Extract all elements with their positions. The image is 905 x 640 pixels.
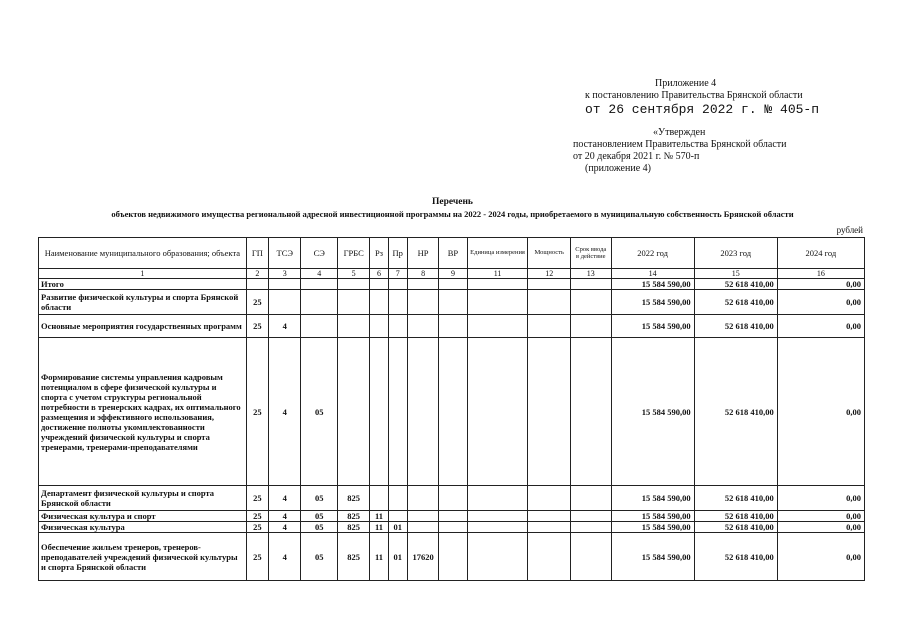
row-se: 05 [301, 511, 337, 522]
row-pr [388, 290, 407, 315]
table-row [39, 290, 865, 315]
header-name: Наименование муниципального образования; объекта [39, 238, 247, 269]
row-unit [467, 486, 528, 511]
row-nr [407, 338, 438, 486]
row-grbs [337, 315, 369, 338]
header-nr: НР [407, 238, 438, 269]
row-2024: 0,00 [777, 338, 864, 486]
title-line-2: объектов недвижимого имущества региональной адресной инвестиционной программы на 2022 - 2024 годы, приобретаемого в муниципальную собственность Брянской области [111, 209, 794, 219]
approved-title: «Утвержден [653, 127, 706, 138]
header-gp: ГП [246, 238, 268, 269]
header-grbs: ГРБС [337, 238, 369, 269]
table-row [39, 338, 865, 486]
row-unit [467, 522, 528, 533]
row-grbs: 825 [337, 486, 369, 511]
col-number: 12 [528, 269, 571, 279]
row-2022: 15 584 590,00 [611, 338, 694, 486]
approved-appendix-ref: (приложение 4) [585, 163, 651, 174]
row-se: 05 [301, 338, 337, 486]
row-2023: 52 618 410,00 [694, 279, 777, 290]
row-2024: 0,00 [777, 511, 864, 522]
table-row [39, 533, 865, 581]
row-pr [388, 315, 407, 338]
row-capacity [528, 315, 571, 338]
col-number: 5 [337, 269, 369, 279]
row-vr [439, 279, 467, 290]
appendix-date-number: от 26 сентября 2022 г. № 405-п [585, 102, 820, 117]
row-name: Итого [39, 279, 247, 290]
approved-resolution: постановлением Правительства Брянской области [573, 139, 787, 150]
objects-table [38, 237, 865, 581]
col-number: 3 [269, 269, 301, 279]
row-grbs [337, 279, 369, 290]
row-tse: 4 [269, 486, 301, 511]
row-tse: 4 [269, 533, 301, 581]
row-deadline [571, 533, 612, 581]
row-2023: 52 618 410,00 [694, 522, 777, 533]
row-unit [467, 338, 528, 486]
table-row [39, 486, 865, 511]
row-2023: 52 618 410,00 [694, 533, 777, 581]
row-capacity [528, 533, 571, 581]
row-2023: 52 618 410,00 [694, 290, 777, 315]
row-capacity [528, 522, 571, 533]
row-gp: 25 [246, 533, 268, 581]
header-2022: 2022 год [611, 238, 694, 269]
row-nr: 17620 [407, 533, 438, 581]
header-vr: ВР [439, 238, 467, 269]
row-name: Департамент физической культуры и спорта Брянской области [39, 486, 247, 511]
row-2024: 0,00 [777, 315, 864, 338]
row-2022: 15 584 590,00 [611, 315, 694, 338]
row-2024: 0,00 [777, 486, 864, 511]
col-number: 2 [246, 269, 268, 279]
column-number-row [39, 269, 865, 279]
currency-label: рублей [836, 225, 863, 235]
row-capacity [528, 279, 571, 290]
row-unit [467, 315, 528, 338]
header-tse: ТСЭ [269, 238, 301, 269]
row-vr [439, 315, 467, 338]
col-number: 7 [388, 269, 407, 279]
col-number: 9 [439, 269, 467, 279]
row-nr [407, 511, 438, 522]
row-capacity [528, 486, 571, 511]
row-gp: 25 [246, 511, 268, 522]
row-rz: 11 [370, 533, 388, 581]
col-number: 13 [571, 269, 612, 279]
header-2024: 2024 год [777, 238, 864, 269]
row-nr [407, 290, 438, 315]
col-number: 4 [301, 269, 337, 279]
row-2022: 15 584 590,00 [611, 533, 694, 581]
row-deadline [571, 279, 612, 290]
header-deadline: Срок ввода в действие [571, 238, 612, 269]
row-pr [388, 486, 407, 511]
row-tse: 4 [269, 338, 301, 486]
document-title [0, 196, 905, 220]
row-nr [407, 315, 438, 338]
header-unit: Единица измерения [467, 238, 528, 269]
header-2023: 2023 год [694, 238, 777, 269]
row-pr [388, 338, 407, 486]
row-tse: 4 [269, 511, 301, 522]
row-nr [407, 522, 438, 533]
row-rz: 11 [370, 522, 388, 533]
row-rz [370, 338, 388, 486]
row-2024: 0,00 [777, 522, 864, 533]
row-name: Формирование системы управления кадровым потенциалом в сфере физической культуры и спорта с учетом структуры региональной потребности в тренерских кадрах, их оптимального размещения и эффективного использования, достижение полноты укомплектованности учреждений физической культуры и спорта тренерами, тренерами-преподавателями [39, 338, 247, 486]
row-2024: 0,00 [777, 533, 864, 581]
appendix-title: Приложение 4 [655, 78, 717, 89]
row-se [301, 315, 337, 338]
row-capacity [528, 511, 571, 522]
row-name: Развитие физической культуры и спорта Брянской области [39, 290, 247, 315]
row-grbs [337, 290, 369, 315]
row-unit [467, 290, 528, 315]
row-gp [246, 279, 268, 290]
approved-date-number: от 20 декабря 2021 г. № 570-п [573, 151, 700, 162]
col-number: 8 [407, 269, 438, 279]
col-number: 1 [39, 269, 247, 279]
row-tse: 4 [269, 315, 301, 338]
approved-block [573, 127, 787, 175]
row-vr [439, 511, 467, 522]
row-unit [467, 279, 528, 290]
col-number: 16 [777, 269, 864, 279]
header-rz: Рз [370, 238, 388, 269]
row-vr [439, 338, 467, 486]
row-vr [439, 522, 467, 533]
row-grbs: 825 [337, 533, 369, 581]
row-grbs [337, 338, 369, 486]
row-unit [467, 533, 528, 581]
row-vr [439, 486, 467, 511]
table-row [39, 511, 865, 522]
table-header-row [39, 238, 865, 269]
row-pr: 01 [388, 522, 407, 533]
row-nr [407, 486, 438, 511]
row-name: Основные мероприятия государственных программ [39, 315, 247, 338]
row-2023: 52 618 410,00 [694, 338, 777, 486]
row-tse: 4 [269, 522, 301, 533]
row-gp: 25 [246, 315, 268, 338]
row-tse [269, 279, 301, 290]
row-2023: 52 618 410,00 [694, 315, 777, 338]
row-se [301, 290, 337, 315]
row-rz [370, 315, 388, 338]
row-tse [269, 290, 301, 315]
row-grbs: 825 [337, 511, 369, 522]
row-2022: 15 584 590,00 [611, 511, 694, 522]
row-name: Физическая культура и спорт [39, 511, 247, 522]
row-pr [388, 511, 407, 522]
row-pr [388, 279, 407, 290]
row-deadline [571, 522, 612, 533]
row-2023: 52 618 410,00 [694, 486, 777, 511]
row-deadline [571, 338, 612, 486]
row-se [301, 279, 337, 290]
row-2022: 15 584 590,00 [611, 290, 694, 315]
row-se: 05 [301, 533, 337, 581]
appendix-block [585, 78, 819, 117]
table-row [39, 522, 865, 533]
row-vr [439, 533, 467, 581]
table-row [39, 315, 865, 338]
row-se: 05 [301, 522, 337, 533]
row-capacity [528, 338, 571, 486]
row-vr [439, 290, 467, 315]
header-capacity: Мощность [528, 238, 571, 269]
row-nr [407, 279, 438, 290]
row-capacity [528, 290, 571, 315]
row-name: Физическая культура [39, 522, 247, 533]
row-2022: 15 584 590,00 [611, 522, 694, 533]
appendix-resolution: к постановлению Правительства Брянской области [585, 90, 803, 101]
row-gp: 25 [246, 486, 268, 511]
row-name: Обеспечение жильем тренеров, тренеров-преподавателей учреждений физической культуры и спорта Брянской области [39, 533, 247, 581]
row-2024: 0,00 [777, 279, 864, 290]
row-2022: 15 584 590,00 [611, 279, 694, 290]
header-pr: Пр [388, 238, 407, 269]
row-2024: 0,00 [777, 290, 864, 315]
row-2023: 52 618 410,00 [694, 511, 777, 522]
row-gp: 25 [246, 522, 268, 533]
row-deadline [571, 511, 612, 522]
row-deadline [571, 486, 612, 511]
row-deadline [571, 315, 612, 338]
row-gp: 25 [246, 338, 268, 486]
header-se: СЭ [301, 238, 337, 269]
row-gp: 25 [246, 290, 268, 315]
row-rz: 11 [370, 511, 388, 522]
row-deadline [571, 290, 612, 315]
col-number: 11 [467, 269, 528, 279]
row-rz [370, 486, 388, 511]
row-pr: 01 [388, 533, 407, 581]
col-number: 15 [694, 269, 777, 279]
row-unit [467, 511, 528, 522]
table-row [39, 279, 865, 290]
col-number: 6 [370, 269, 388, 279]
row-rz [370, 290, 388, 315]
col-number: 14 [611, 269, 694, 279]
row-se: 05 [301, 486, 337, 511]
row-rz [370, 279, 388, 290]
row-grbs: 825 [337, 522, 369, 533]
row-2022: 15 584 590,00 [611, 486, 694, 511]
title-line-1: Перечень [432, 197, 473, 207]
